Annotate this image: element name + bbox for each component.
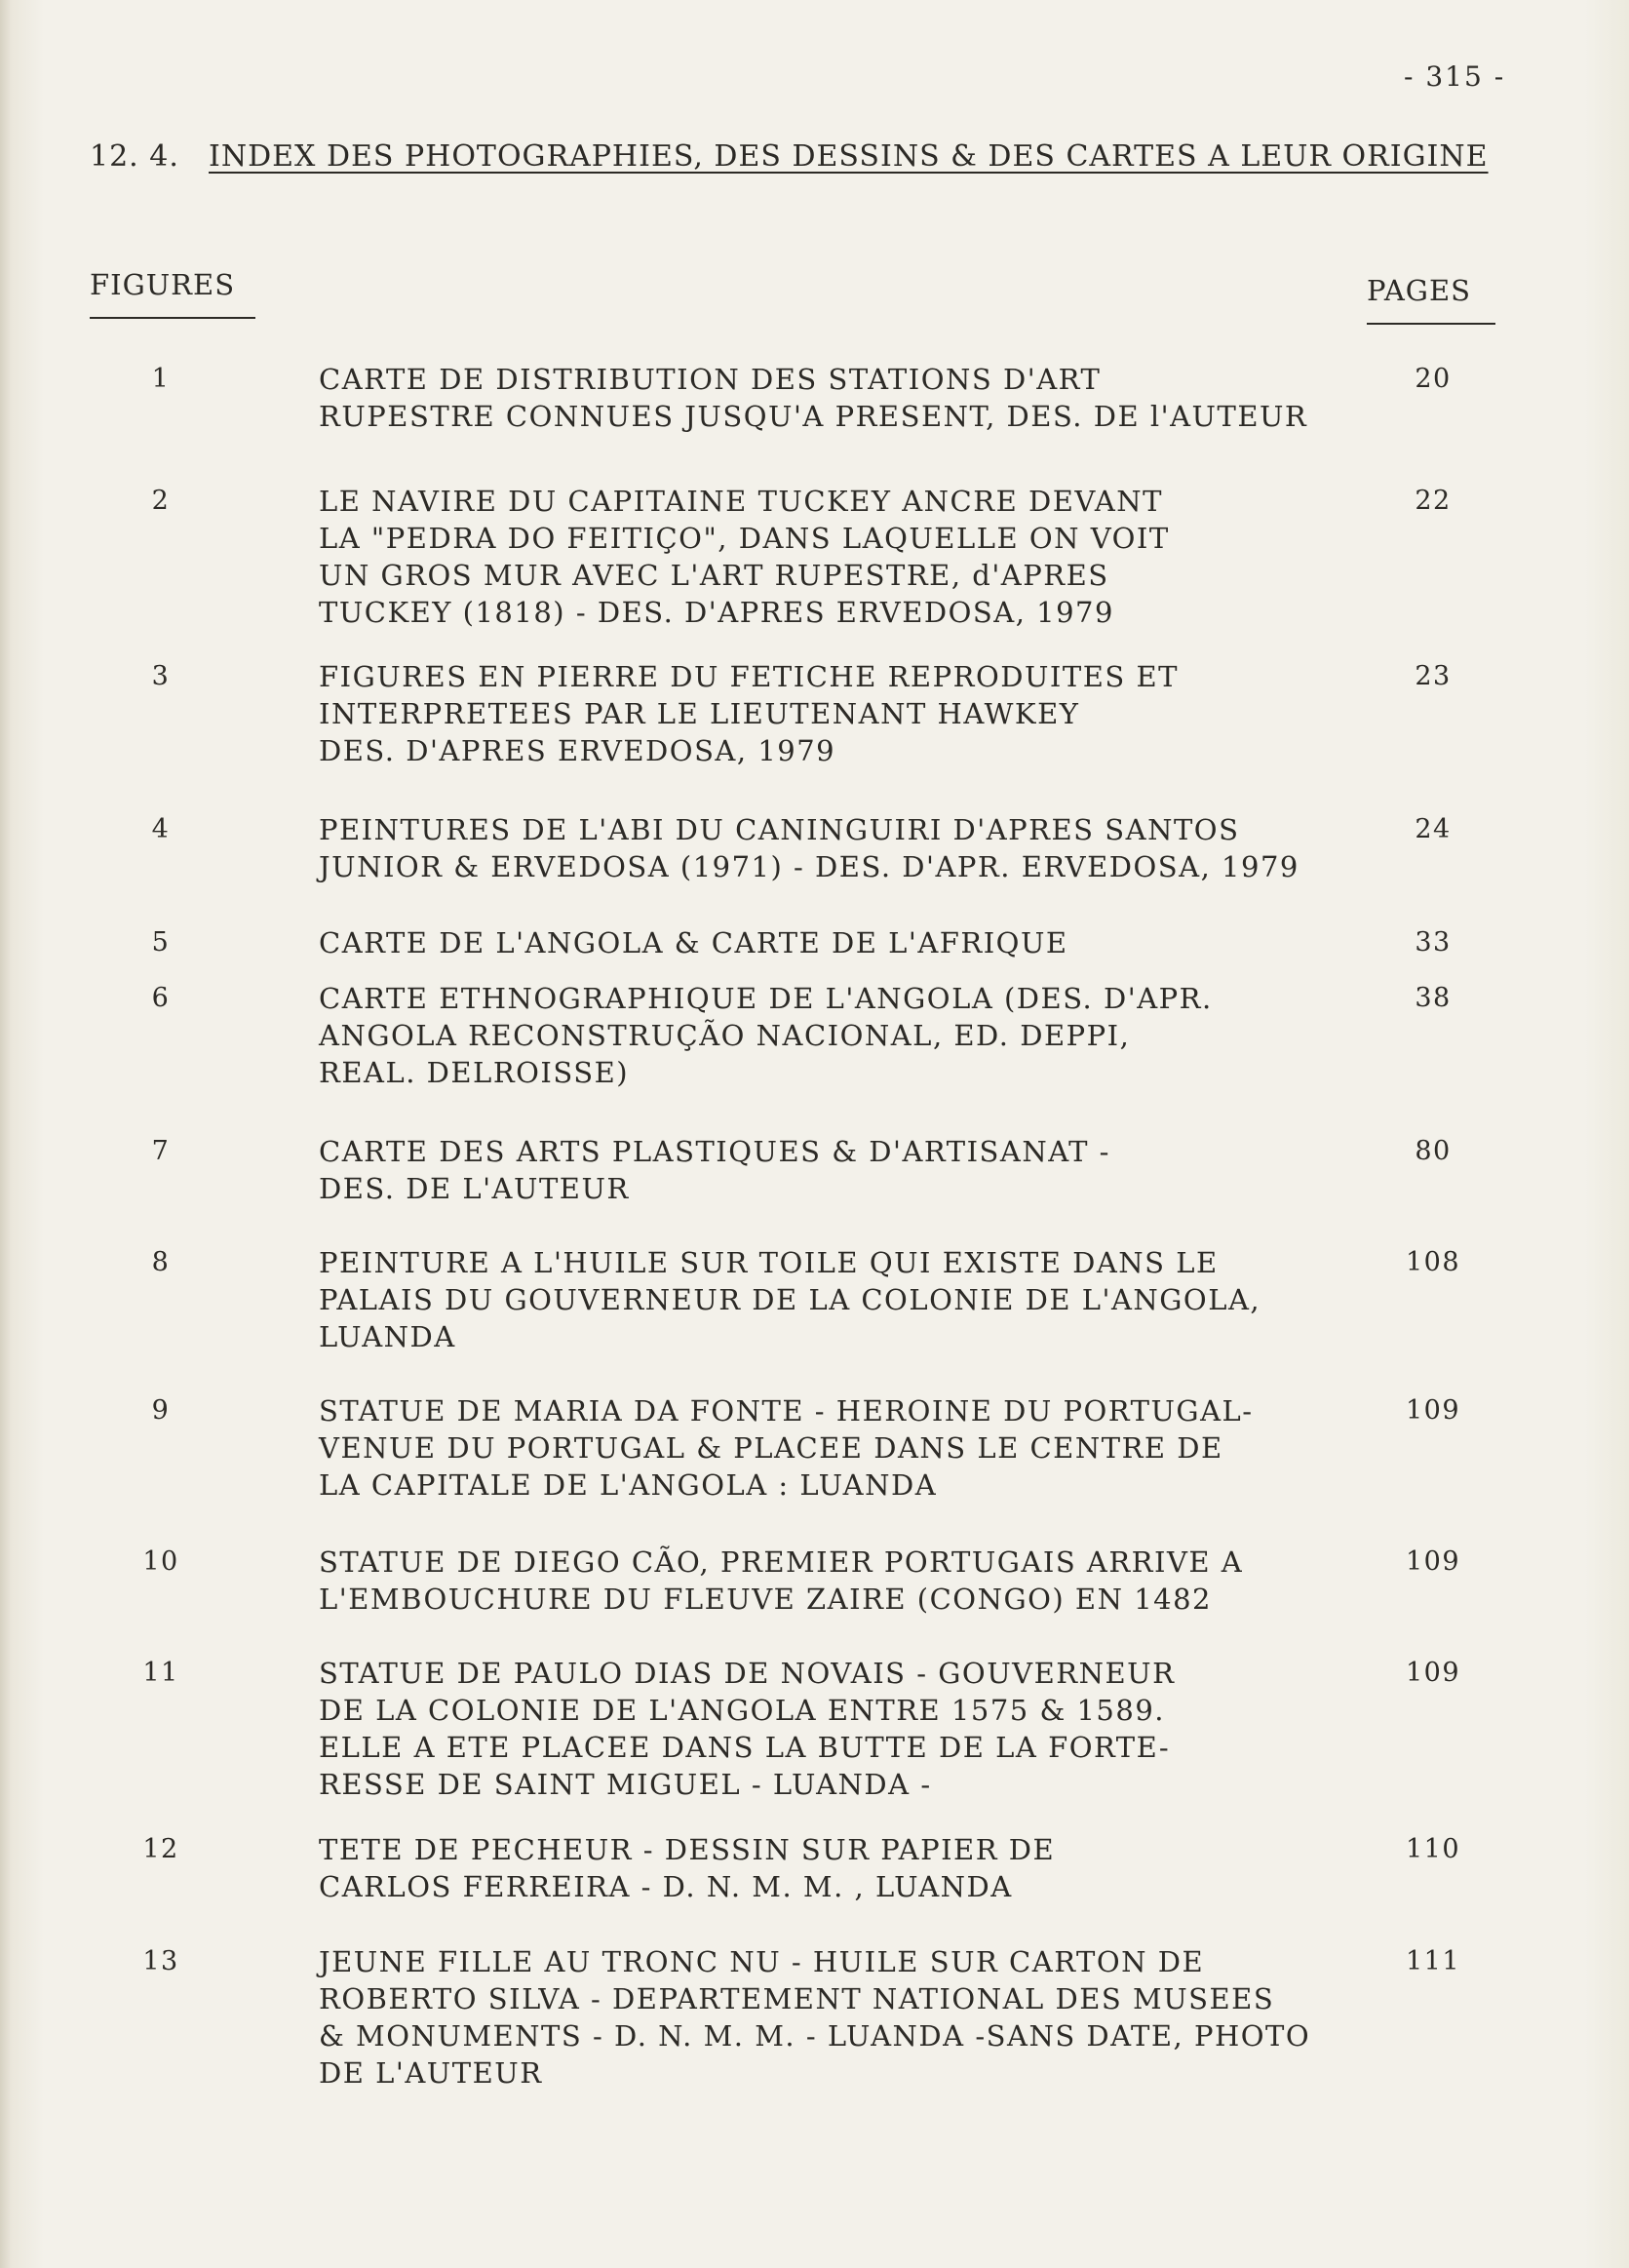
page-reference: 109 <box>1405 1546 1461 1577</box>
figure-number: 7 <box>151 1136 171 1166</box>
figure-description: PEINTURES DE L'ABI DU CANINGUIRI D'APRES SANTOS JUNIOR & ERVEDOSA (1971) - DES. D'APR. ERVEDOSA, 1979 <box>319 813 1299 883</box>
section-title: INDEX DES PHOTOGRAPHIES, DES DESSINS & DES CARTES A LEUR ORIGINE <box>209 139 1489 174</box>
page-reference: 22 <box>1415 486 1452 516</box>
figure-description: FIGURES EN PIERRE DU FETICHE REPRODUITES ET INTERPRETEES PAR LE LIEUTENANT HAWKEY DES. D'APRES ERVEDOSA, 1979 <box>319 660 1179 767</box>
page-reference: 23 <box>1415 661 1452 691</box>
figure-description: JEUNE FILLE AU TRONC NU - HUILE SUR CARTON DE ROBERTO SILVA - DEPARTEMENT NATIONAL DES MUSEES & MONUMENTS - D. N. M. M. - LUANDA -SANS DATE, PHOTO DE L'AUTEUR <box>319 1945 1311 2090</box>
figure-description: TETE DE PECHEUR - DESSIN SUR PAPIER DE CARLOS FERREIRA - D. N. M. M. , LUANDA <box>319 1833 1056 1903</box>
figure-description: LE NAVIRE DU CAPITAINE TUCKEY ANCRE DEVANT LA "PEDRA DO FEITIÇO", DANS LAQUELLE ON VOIT UN GROS MUR AVEC L'ART RUPESTRE, d'APRES TUCKEY (1818) - DES. D'APRES ERVEDOSA, 1979 <box>319 485 1170 629</box>
figure-description: STATUE DE MARIA DA FONTE - HEROINE DU PORTUGAL- VENUE DU PORTUGAL & PLACEE DANS LE CENTRE DE LA CAPITALE DE L'ANGOLA : LUANDA <box>319 1394 1254 1502</box>
page-reference: 108 <box>1405 1247 1461 1277</box>
page-reference: 20 <box>1415 364 1452 394</box>
figure-number: 12 <box>142 1834 179 1864</box>
figures-column-header: FIGURES <box>90 268 255 319</box>
page-reference: 109 <box>1405 1395 1461 1426</box>
figure-number: 4 <box>151 814 171 844</box>
page-reference: 24 <box>1415 814 1452 844</box>
figure-number: 10 <box>142 1546 179 1577</box>
figure-description: STATUE DE DIEGO CÃO, PREMIER PORTUGAIS ARRIVE A L'EMBOUCHURE DU FLEUVE ZAIRE (CONGO) EN 1482 <box>319 1545 1244 1616</box>
figure-number: 6 <box>151 983 171 1013</box>
figure-number: 5 <box>151 927 171 958</box>
page-reference: 110 <box>1405 1834 1461 1864</box>
figure-description: PEINTURE A L'HUILE SUR TOILE QUI EXISTE DANS LE PALAIS DU GOUVERNEUR DE LA COLONIE DE L'ANGOLA, LUANDA <box>319 1246 1261 1353</box>
figure-number: 8 <box>151 1247 171 1277</box>
page-reference: 111 <box>1405 1946 1461 1976</box>
figure-number: 1 <box>151 364 171 394</box>
page-reference: 38 <box>1415 983 1452 1013</box>
page-number: - 315 - <box>1404 60 1506 93</box>
section-heading <box>90 139 1552 174</box>
figure-description: CARTE DES ARTS PLASTIQUES & D'ARTISANAT - DES. DE L'AUTEUR <box>319 1135 1110 1205</box>
page-reference: 109 <box>1405 1658 1461 1688</box>
page-reference: 80 <box>1415 1136 1452 1166</box>
figure-number: 13 <box>142 1946 179 1976</box>
figure-description: CARTE DE L'ANGOLA & CARTE DE L'AFRIQUE <box>319 926 1068 959</box>
section-number: 12. 4. <box>90 139 179 174</box>
figure-number: 9 <box>151 1395 171 1426</box>
figure-description: CARTE DE DISTRIBUTION DES STATIONS D'ART RUPESTRE CONNUES JUSQU'A PRESENT, DES. DE l'AUTEUR <box>319 363 1308 433</box>
figure-number: 3 <box>151 661 171 691</box>
figure-number: 11 <box>142 1658 179 1688</box>
page-reference: 33 <box>1415 927 1452 958</box>
figure-description: STATUE DE PAULO DIAS DE NOVAIS - GOUVERNEUR DE LA COLONIE DE L'ANGOLA ENTRE 1575 & 1589. ELLE A ETE PLACEE DANS LA BUTTE DE LA FORTE- RESSE DE SAINT MIGUEL - LUANDA - <box>319 1657 1176 1801</box>
figure-description: CARTE ETHNOGRAPHIQUE DE L'ANGOLA (DES. D'APR. ANGOLA RECONSTRUÇÃO NACIONAL, ED. DEPPI, REAL. DELROISSE) <box>319 982 1213 1089</box>
pages-column-header: PAGES <box>1367 274 1495 325</box>
figure-number: 2 <box>151 486 171 516</box>
